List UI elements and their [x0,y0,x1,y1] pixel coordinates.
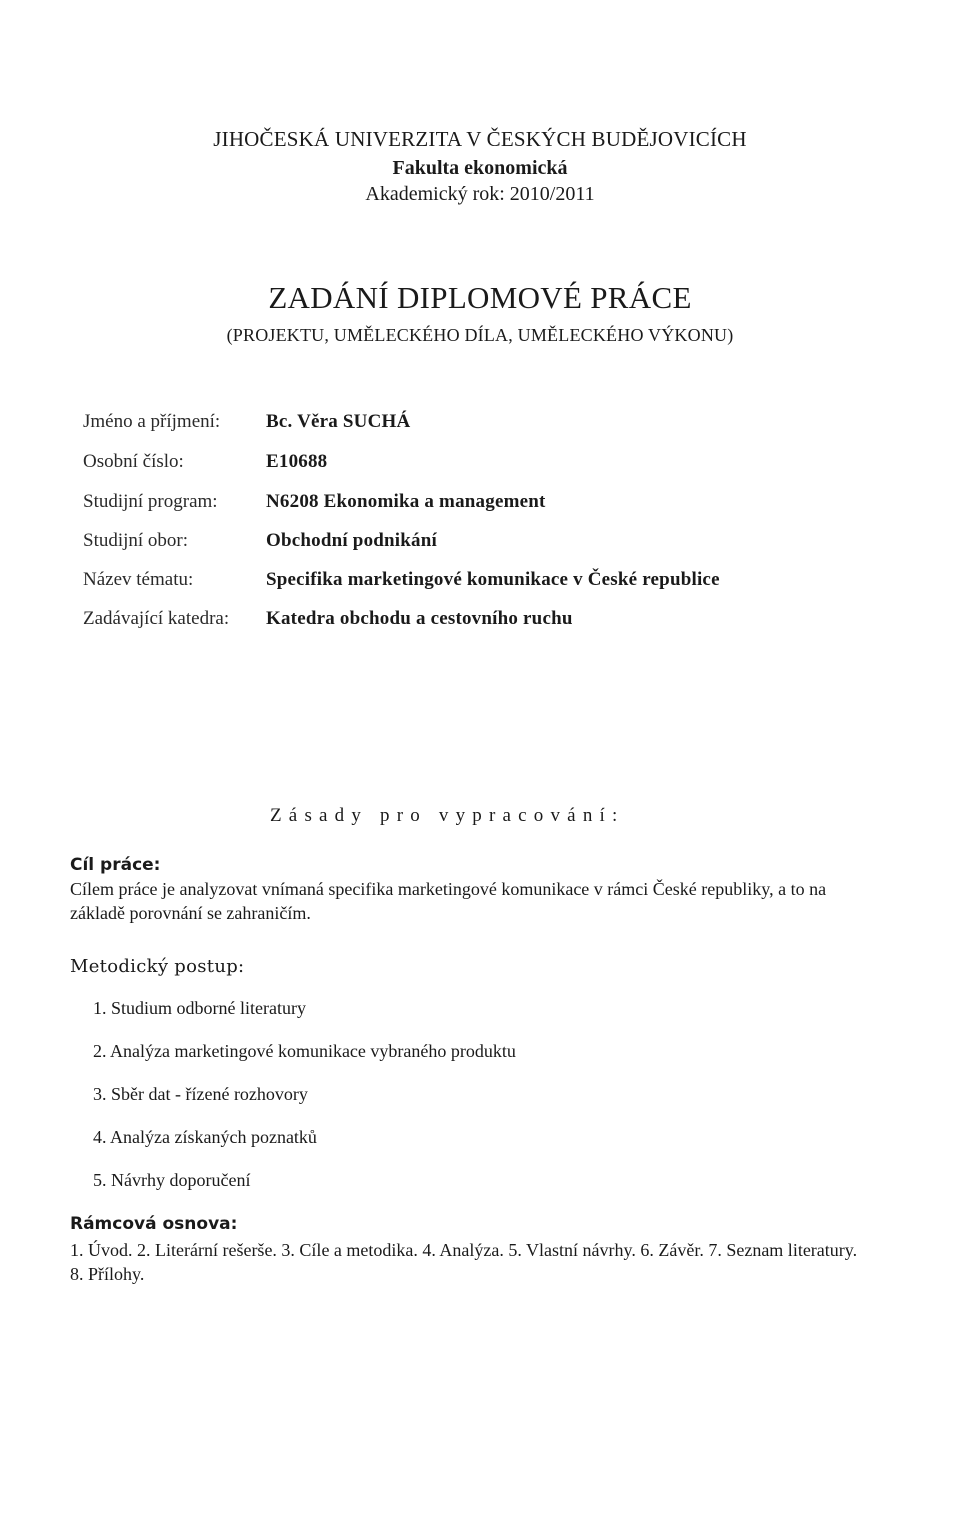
outline-heading: Rámcová osnova: [70,1214,238,1234]
field-value-topic: Specifika marketingové komunikace v České republice [266,569,720,590]
goal-heading: Cíl práce: [70,855,161,875]
goal-text: Cílem práce je analyzovat vnímaná specifika marketingové komunikace v rámci České republiky, a to na základě porovnání se zahraničím. [70,879,827,923]
field-value-personal-number: E10688 [266,451,328,472]
field-label-name: Jméno a příjmení: [83,411,221,432]
field-value-department: Katedra obchodu a cestovního ruchu [266,608,573,629]
method-step: 5. Návrhy doporučení [93,1170,251,1190]
academic-year: Akademický rok: 2010/2011 [365,183,595,205]
document-title: ZADÁNÍ DIPLOMOVÉ PRÁCE [268,280,692,315]
field-label-personal-number: Osobní číslo: [83,451,184,472]
field-label-department: Zadávající katedra: [83,608,230,629]
method-step: 4. Analýza získaných poznatků [93,1127,317,1147]
method-heading: Metodický postup: [70,956,245,977]
method-step: 2. Analýza marketingové komunikace vybraného produktu [93,1041,516,1061]
university-name: JIHOČESKÁ UNIVERZITA V ČESKÝCH BUDĚJOVICÍCH [213,127,747,151]
method-step: 1. Studium odborné literatury [93,998,306,1018]
field-value-program: N6208 Ekonomika a management [266,491,546,512]
field-label-program: Studijní program: [83,491,218,512]
method-step: 3. Sběr dat - řízené rozhovory [93,1084,308,1104]
field-value-name: Bc. Věra SUCHÁ [266,411,411,432]
principles-heading: Zásady pro vypracování: [270,805,625,826]
document-subtitle: (PROJEKTU, UMĚLECKÉHO DÍLA, UMĚLECKÉHO VÝKONU) [226,325,734,345]
field-label-field-of-study: Studijní obor: [83,530,189,551]
faculty-name: Fakulta ekonomická [392,157,568,179]
field-label-topic: Název tématu: [83,569,194,590]
field-value-field-of-study: Obchodní podnikání [266,530,438,551]
outline-text: 1. Úvod. 2. Literární rešerše. 3. Cíle a metodika. 4. Analýza. 5. Vlastní návrhy. 6. Závěr. 7. Seznam literatury. 8. Přílohy. [70,1240,858,1284]
